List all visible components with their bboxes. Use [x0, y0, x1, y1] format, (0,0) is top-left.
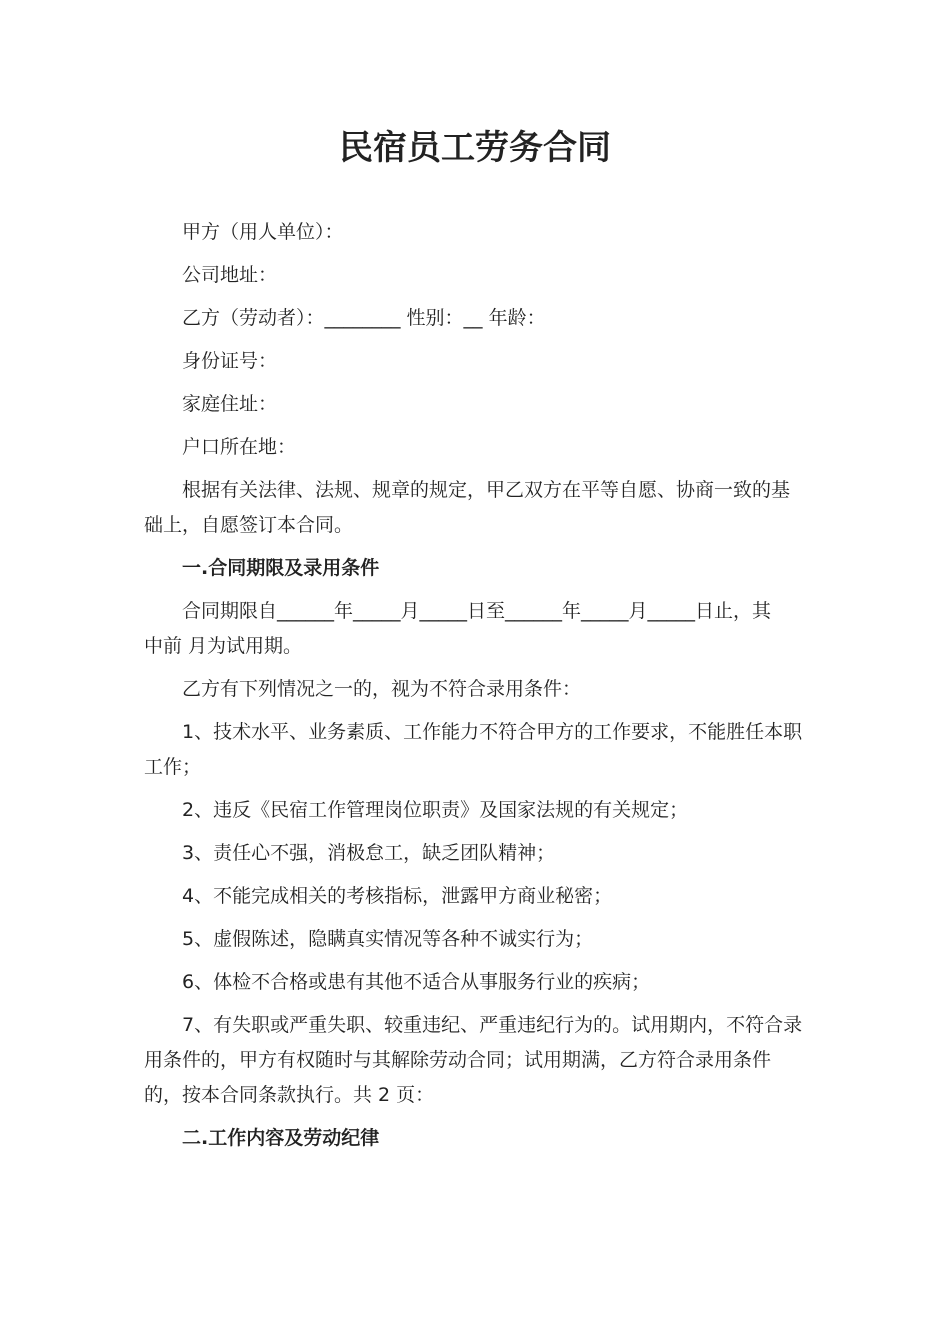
text-line: 的，按本合同条款执行。共 2 页：	[144, 1084, 435, 1106]
text-line: 用条件的，甲方有权随时与其解除劳动合同；试用期满，乙方符合录用条件	[144, 1049, 772, 1071]
text-line: 中前 月为试用期。	[144, 635, 303, 657]
text-line: 户口所在地：	[182, 436, 297, 458]
text-line: 一.合同期限及录用条件	[182, 557, 380, 579]
paragraph	[144, 387, 814, 422]
paragraph	[144, 793, 814, 828]
text-line: 身份证号：	[182, 350, 278, 372]
text-line: 3、责任心不强，消极怠工，缺乏团队精神；	[182, 842, 556, 864]
text-line: 工作；	[144, 756, 202, 778]
paragraph	[144, 879, 814, 914]
text-line: 6、体检不合格或患有其他不适合从事服务行业的疾病；	[182, 971, 651, 993]
text-line: 础上，自愿签订本合同。	[144, 514, 354, 536]
paragraph	[144, 344, 814, 379]
paragraph	[144, 215, 814, 250]
text-line: 乙方有下列情况之一的，视为不符合录用条件：	[182, 678, 582, 700]
paragraph	[144, 836, 814, 871]
text-line: 1、技术水平、业务素质、工作能力不符合甲方的工作要求，不能胜任本职	[182, 721, 803, 743]
text-line: 家庭住址：	[182, 393, 278, 415]
paragraph	[144, 430, 814, 465]
text-line: 4、不能完成相关的考核指标，泄露甲方商业秘密；	[182, 885, 613, 907]
paragraph	[144, 922, 814, 957]
text-line: 2、违反《民宿工作管理岗位职责》及国家法规的有关规定；	[182, 799, 689, 821]
paragraph	[144, 594, 814, 664]
text-line: 公司地址：	[182, 264, 278, 286]
paragraph	[144, 715, 814, 785]
text-line: 乙方（劳动者）：________ 性别：__ 年龄：	[182, 307, 546, 329]
paragraph	[144, 1008, 814, 1113]
text-line: 合同期限自______年_____月_____日至______年_____月_____日止，其	[182, 600, 772, 622]
text-line: 根据有关法律、法规、规章的规定，甲乙双方在平等自愿、协商一致的基	[182, 479, 791, 501]
document-body	[144, 215, 814, 1164]
section-heading	[144, 1121, 814, 1156]
paragraph	[144, 672, 814, 707]
paragraph	[144, 473, 814, 543]
text-line: 二.工作内容及劳动纪律	[182, 1127, 380, 1149]
paragraph	[144, 965, 814, 1000]
text-line: 甲方（用人单位）：	[182, 221, 344, 243]
section-heading	[144, 551, 814, 586]
text-line: 7、有失职或严重失职、较重违纪、严重违纪行为的。试用期内，不符合录	[182, 1014, 803, 1036]
paragraph	[144, 301, 814, 336]
paragraph	[144, 258, 814, 293]
text-line: 5、虚假陈述，隐瞒真实情况等各种不诚实行为；	[182, 928, 594, 950]
document-title: 民宿员工劳务合同	[339, 128, 611, 168]
